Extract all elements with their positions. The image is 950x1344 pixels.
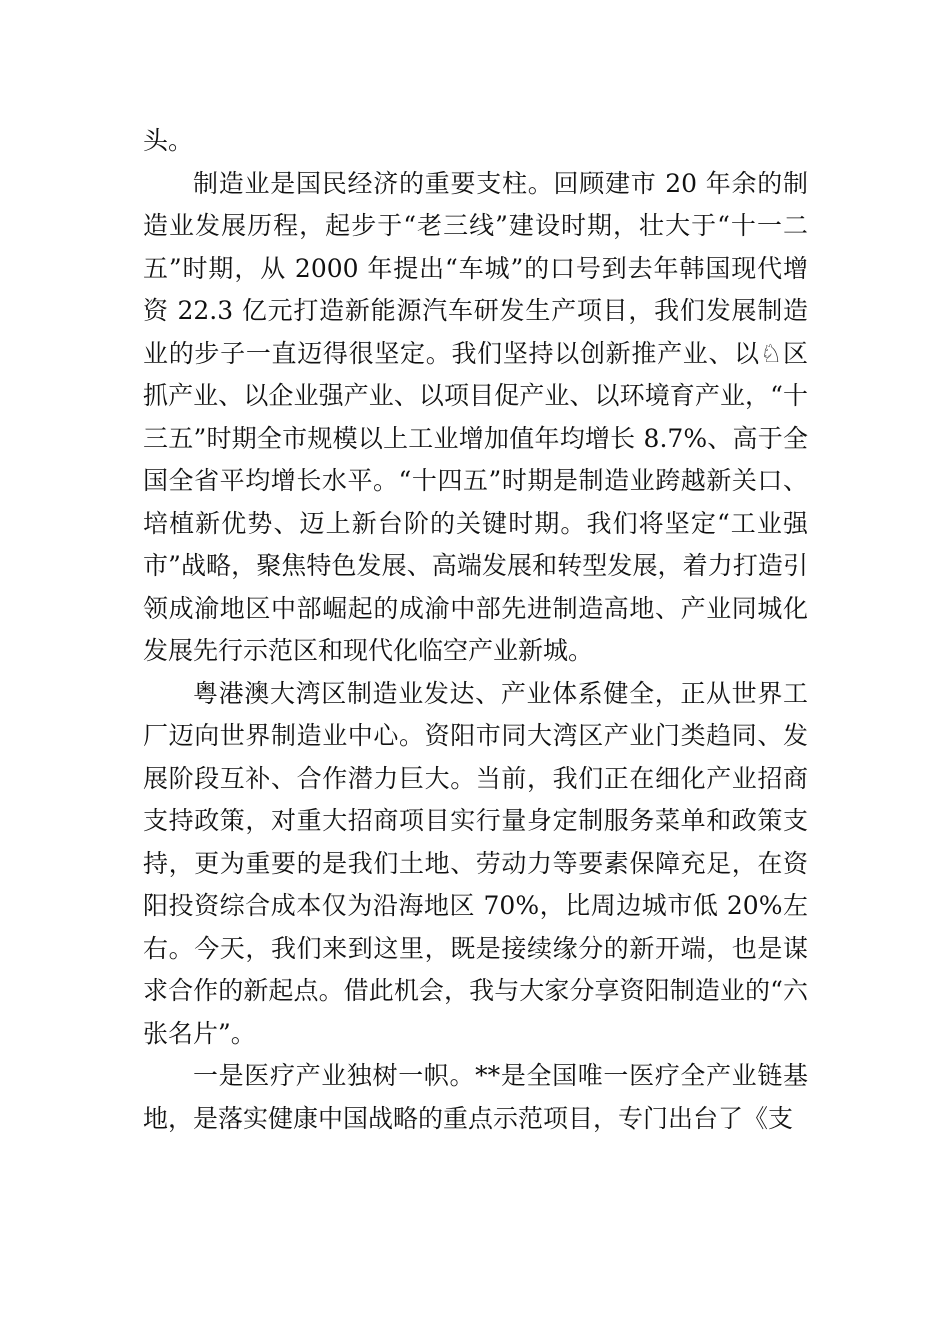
paragraph-medical-industry: 一是医疗产业独树一帜。**是全国唯一医疗全产业链基地，是落实健康中国战略的重点示范项目，专门出台了《支 — [143, 1061, 808, 1133]
paragraph-continuation: 头。 — [143, 126, 194, 155]
document-body — [143, 120, 808, 1140]
paragraph-greater-bay-area: 粤港澳大湾区制造业发达、产业体系健全，正从世界工厂迈向世界制造业中心。资阳市同大湾区产业门类趋同、发展阶段互补、合作潜力巨大。当前，我们正在细化产业招商支持政策，对重大招商项目实行量身定制服务菜单和政策支持，更为重要的是我们土地、劳动力等要素保障充足，在资阳投资综合成本仅为沿海地区 70%，比周边城市低 20%左右。今天，我们来到这里，既是接续缘分的新开端，也是谋求合作的新起点。借此机会，我与大家分享资阳制造业的“六张名片”。 — [143, 678, 808, 1048]
paragraph-manufacturing-pillar: 制造业是国民经济的重要支柱。回顾建市 20 年余的制造业发展历程，起步于“老三线”建设时期，壮大于“十一二五”时期，从 2000 年提出“车城”的口号到去年韩国现代增资 22.3 亿元打造新能源汽车研发生产项目，我们发展制造业的步子一直迈得很坚定。我们坚持以创新推产业、以♘区抓产业、以企业强产业、以项目促产业、以环境育产业，“十三五”时期全市规模以上工业增加值年均增长 8.7%、高于全国全省平均增长水平。“十四五”时期是制造业跨越新关口、培植新优势、迈上新台阶的关键时期。我们将坚定“工业强市”战略，聚焦特色发展、高端发展和转型发展，着力打造引领成渝地区中部崛起的成渝中部先进制造高地、产业同城化发展先行示范区和现代化临空产业新城。 — [143, 168, 808, 665]
